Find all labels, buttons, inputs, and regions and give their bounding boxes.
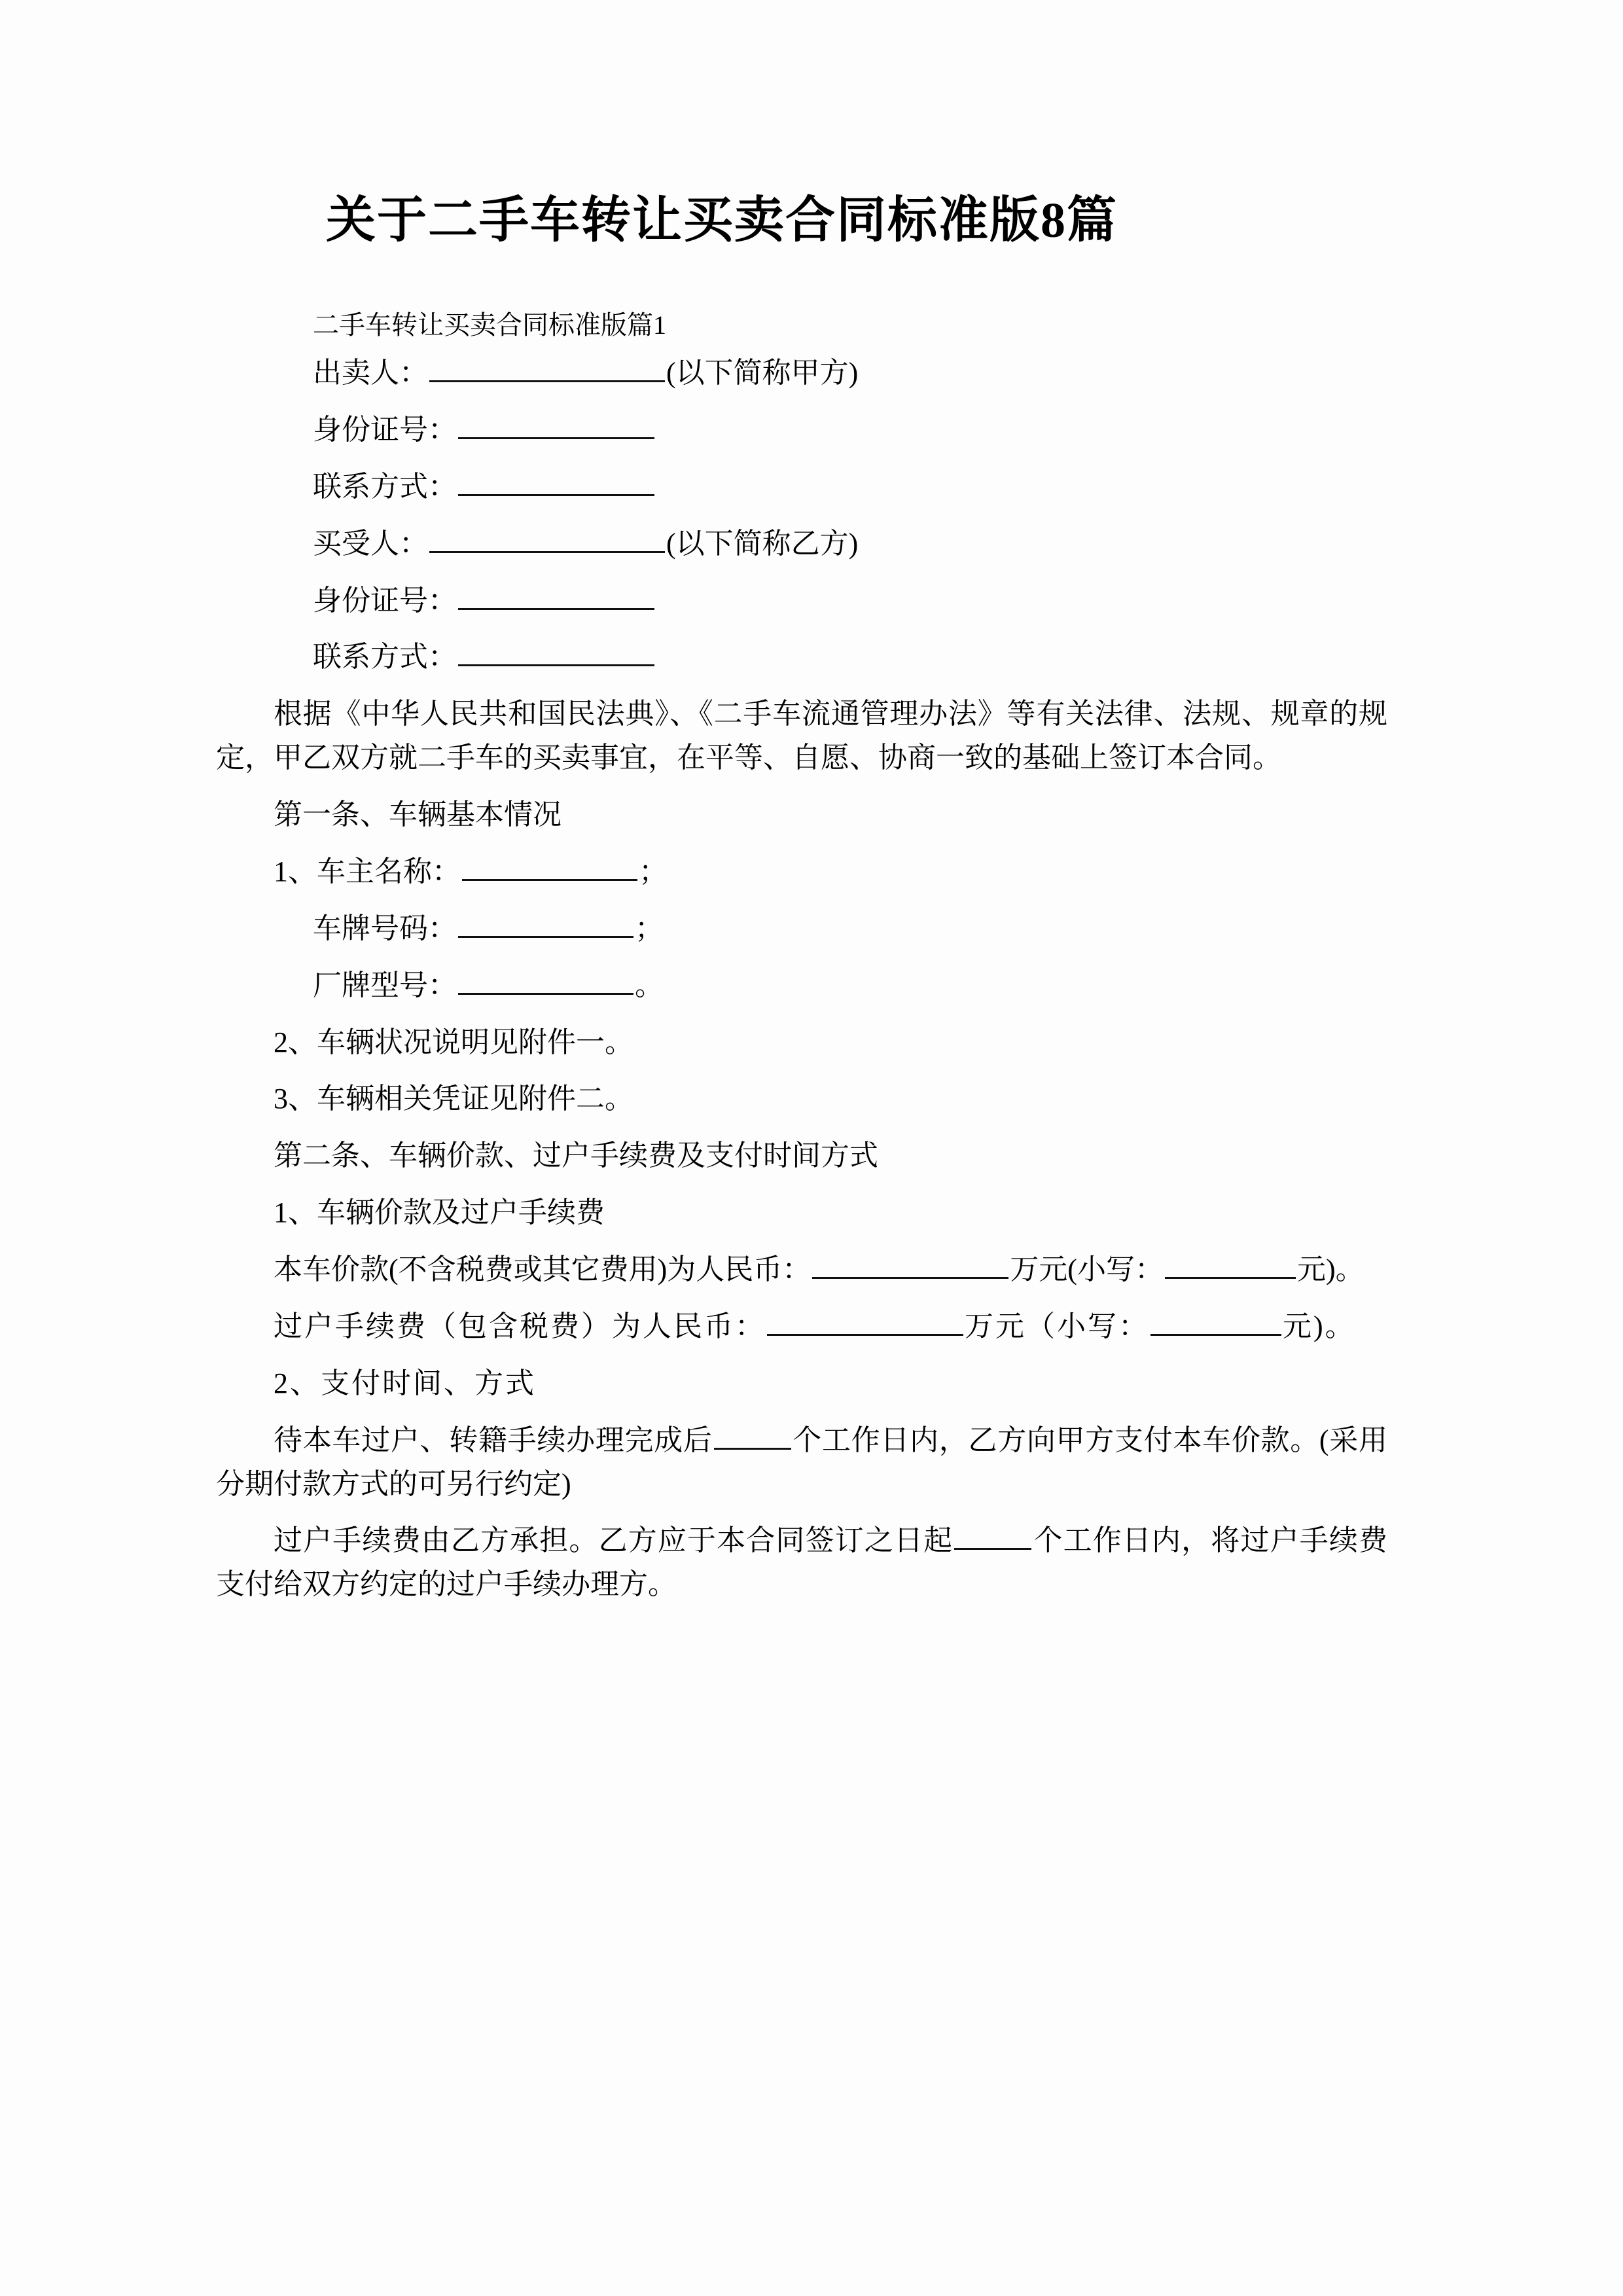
buyer-id-label: 身份证号： xyxy=(313,584,457,617)
transfer-fee-blank[interactable] xyxy=(767,1306,963,1336)
model-suffix: 。 xyxy=(635,969,664,1001)
seller-contact-label: 联系方式： xyxy=(313,470,457,503)
vehicle-price-prefix: 本车价款(不含税费或其它费用)为人民币： xyxy=(274,1253,812,1285)
plate-number-line xyxy=(216,894,1387,951)
buyer-suffix: (以下简称乙方) xyxy=(666,527,859,560)
transfer-fee-payer-suffix: 个工作日内，将过户手续费支付给双方约定的过户手续办理方。 xyxy=(216,1524,1388,1601)
seller-id-line xyxy=(216,395,1387,452)
document-content xyxy=(216,0,1387,1607)
vehicle-price-suffix: 元)。 xyxy=(1296,1253,1364,1285)
section-heading: 二手车转让买卖合同标准版篇1 xyxy=(313,310,666,340)
owner-name-suffix: ； xyxy=(639,855,668,888)
plate-number-label: 车牌号码： xyxy=(313,912,457,944)
owner-name-line xyxy=(216,837,1387,894)
buyer-blank[interactable] xyxy=(429,523,665,552)
model-label: 厂牌型号： xyxy=(313,969,457,1001)
payment-days-blank[interactable] xyxy=(714,1420,791,1449)
buyer-id-line xyxy=(216,566,1387,623)
seller-label: 出卖人： xyxy=(313,357,428,389)
buyer-contact-label: 联系方式： xyxy=(313,641,457,673)
vehicle-price-mid: 万元(小写： xyxy=(1010,1253,1164,1285)
model-line xyxy=(216,951,1387,1008)
payment-time-suffix: 个工作日内，乙方向甲方支付本车价款。(采用分期付款方式的可另行约定) xyxy=(216,1424,1387,1500)
transfer-fee-mid: 万元（小写： xyxy=(965,1310,1149,1342)
seller-suffix: (以下简称甲方) xyxy=(666,357,859,389)
vehicle-price-line xyxy=(216,1235,1387,1292)
transfer-fee-small-blank[interactable] xyxy=(1150,1306,1281,1336)
buyer-id-blank[interactable] xyxy=(458,580,654,609)
transfer-fee-suffix: 元)。 xyxy=(1283,1310,1356,1342)
buyer-contact-line xyxy=(216,622,1387,679)
transfer-fee-payment-line xyxy=(216,1506,1387,1607)
vehicle-price-small-blank[interactable] xyxy=(1165,1249,1296,1279)
preamble-paragraph: 根据《中华人民共和国民法典》、《二手车流通管理办法》等有关法律、法规、规章的规定，甲乙双方就二手车的买卖事宜，在平等、自愿、协商一致的基础上签订本合同。 xyxy=(216,698,1387,774)
model-blank[interactable] xyxy=(458,965,633,994)
seller-id-blank[interactable] xyxy=(458,410,654,439)
transfer-fee-prefix: 过户手续费（包含税费）为人民币： xyxy=(274,1310,766,1342)
transfer-fee-payer-prefix: 过户手续费由乙方承担。乙方应于本合同签订之日起 xyxy=(274,1524,954,1557)
plate-number-suffix: ； xyxy=(635,912,664,944)
article-one-item3: 3、车辆相关凭证见附件二。 xyxy=(274,1083,633,1115)
article-two-item2-heading: 2、支付时间、方式 xyxy=(274,1367,536,1399)
owner-name-label: 1、车主名称： xyxy=(274,855,461,888)
owner-name-blank[interactable] xyxy=(462,852,637,881)
seller-contact-blank[interactable] xyxy=(458,467,654,496)
seller-id-label: 身份证号： xyxy=(313,413,457,446)
page-title: 关于二手车转让买卖合同标准版8篇 xyxy=(326,193,1118,248)
article-two-heading: 第二条、车辆价款、过户手续费及支付时间方式 xyxy=(274,1139,878,1172)
plate-number-blank[interactable] xyxy=(458,908,633,938)
article-two-item1-heading: 1、车辆价款及过户手续费 xyxy=(274,1196,605,1229)
article-one-heading: 第一条、车辆基本情况 xyxy=(274,798,562,831)
buyer-line xyxy=(216,509,1387,566)
buyer-label: 买受人： xyxy=(313,527,428,560)
transfer-days-blank[interactable] xyxy=(954,1520,1031,1550)
payment-time-line xyxy=(216,1406,1387,1507)
transfer-fee-line xyxy=(216,1292,1387,1349)
seller-line xyxy=(216,338,1387,395)
payment-time-prefix: 待本车过户、转籍手续办理完成后 xyxy=(274,1424,713,1456)
buyer-contact-blank[interactable] xyxy=(458,637,654,666)
seller-contact-line xyxy=(216,452,1387,509)
article-one-item2: 2、车辆状况说明见附件一。 xyxy=(274,1026,633,1058)
vehicle-price-blank[interactable] xyxy=(812,1249,1008,1279)
seller-blank[interactable] xyxy=(429,353,665,382)
